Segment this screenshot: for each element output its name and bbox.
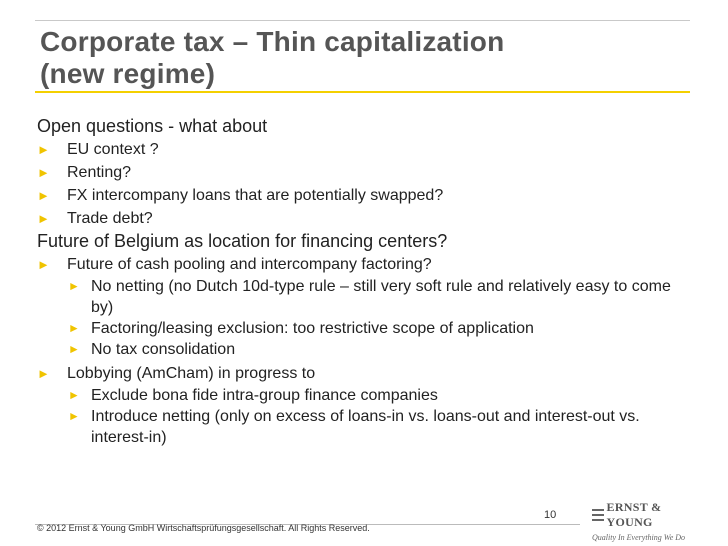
arrow-bullet-icon: ►	[68, 342, 80, 356]
logo-mark-icon	[592, 509, 604, 521]
slide-title	[40, 26, 680, 90]
future-heading: Future of Belgium as location for financing centers?	[37, 231, 448, 251]
bullet-renting: ► Renting?	[37, 161, 687, 184]
copyright-notice: © 2012 Ernst & Young GmbH Wirtschaftsprüfungsgesellschaft. All Rights Reserved.	[37, 523, 370, 533]
sub-bullet-introduce-netting: ► Introduce netting (only on excess of loans-in vs. loans-out and interest-out vs. interest-in)	[68, 408, 640, 446]
arrow-bullet-icon: ►	[37, 165, 50, 180]
sub-bullet-no-netting: ► No netting (no Dutch 10d-type rule – still very soft rule and relatively easy to come by)	[68, 278, 671, 316]
page-number: 10	[544, 509, 557, 521]
arrow-bullet-icon: ►	[68, 388, 80, 402]
arrow-bullet-icon: ►	[68, 279, 80, 293]
title-line-2: (new regime)	[40, 58, 216, 89]
bullet-cash-pooling: ► Future of cash pooling and intercompany factoring?	[37, 253, 687, 276]
bullet-lobbying: ► Lobbying (AmCham) in progress to	[37, 362, 687, 385]
bullet-trade-debt: ► Trade debt?	[37, 207, 687, 230]
ernst-young-logo	[592, 500, 692, 542]
sub-bullet-no-consolidation: ► No tax consolidation	[68, 341, 236, 358]
arrow-bullet-icon: ►	[37, 211, 50, 226]
title-underline	[35, 91, 690, 93]
arrow-bullet-icon: ►	[37, 142, 50, 157]
arrow-bullet-icon: ►	[68, 409, 80, 423]
bullet-fx-loans: ► FX intercompany loans that are potentially swapped?	[37, 184, 687, 207]
arrow-bullet-icon: ►	[37, 257, 50, 272]
top-rule	[35, 20, 690, 21]
sub-bullet-factoring: ► Factoring/leasing exclusion: too restrictive scope of application	[68, 320, 534, 337]
sub-bullet-exclude: ► Exclude bona fide intra-group finance companies	[68, 387, 438, 404]
open-questions-heading: Open questions - what about	[37, 116, 268, 136]
arrow-bullet-icon: ►	[37, 366, 50, 381]
logo-name: ERNST & YOUNG	[606, 500, 662, 529]
arrow-bullet-icon: ►	[37, 188, 50, 203]
bullet-eu-context: ► EU context ?	[37, 138, 687, 161]
logo-tagline: Quality In Everything We Do	[592, 533, 686, 542]
title-line-1: Corporate tax – Thin capitalization	[40, 26, 505, 57]
slide-body	[37, 115, 687, 448]
arrow-bullet-icon: ►	[68, 321, 80, 335]
